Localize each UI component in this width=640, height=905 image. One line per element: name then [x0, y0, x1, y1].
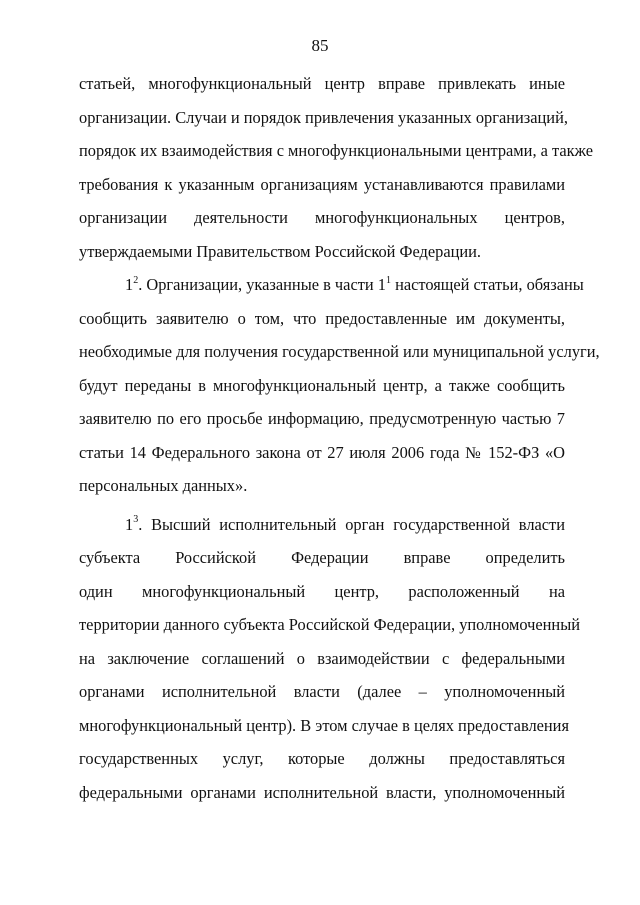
text-line: необходимые для получения государственной или муниципальной услуги, — [79, 342, 600, 361]
reference-superscript: 1 — [385, 274, 391, 286]
paragraph-number-superscript: 2 — [133, 274, 139, 286]
text-line: многофункциональный центр). В этом случае в целях предоставления — [79, 715, 569, 735]
text-line: субъекта Российской Федерации вправе определить — [79, 548, 565, 567]
text-line: утверждаемыми Правительством Российской Федерации. — [79, 241, 482, 261]
text-line: заявителю по его просьбе информацию, предусмотренную частью 7 — [79, 409, 565, 428]
text-line: организации. Случаи и порядок привлечения указанных организаций, — [79, 107, 568, 127]
text-line: территории данного субъекта Российской Федерации, уполномоченный — [79, 615, 580, 634]
text-fragment: . Организации, указанные в части — [138, 275, 378, 294]
text-line: на заключение соглашений о взаимодействии с федеральными — [79, 648, 565, 668]
reference-number: 1 — [377, 275, 386, 294]
text-line: требования к указанным организациям устанавливаются правилами — [79, 174, 565, 194]
text-line: статьи 14 Федерального закона от 27 июля 2006 года № 152-ФЗ «О — [79, 442, 565, 462]
text-line: персональных данных». — [79, 476, 248, 495]
paragraph-first-line — [79, 273, 584, 307]
text-line: статьей, многофункциональный центр вправе привлекать иные — [79, 74, 565, 93]
body-text — [79, 72, 600, 814]
paragraph-number: 1 — [125, 514, 134, 534]
text-line: организации деятельности многофункциональных центров, — [79, 208, 565, 227]
text-line: органами исполнительной власти (далее – уполномоченный — [79, 682, 565, 701]
text-fragment: . Высший исполнительный орган государственной власти — [138, 514, 565, 534]
text-line: будут переданы в многофункциональный центр, а также сообщить — [79, 375, 565, 395]
page-number: 85 — [311, 36, 329, 55]
paragraph-first-line — [79, 513, 565, 547]
text-line: сообщить заявителю о том, что предоставленные им документы, — [79, 308, 565, 328]
text-line: федеральными органами исполнительной власти, уполномоченный — [79, 782, 565, 802]
text-line: государственных услуг, которые должны предоставляться — [79, 749, 565, 768]
text-line: один многофункциональный центр, расположенный на — [79, 581, 565, 601]
text-line: порядок их взаимодействия с многофункциональными центрами, а также — [79, 141, 594, 160]
paragraph-number: 1 — [125, 275, 134, 294]
text-fragment: настоящей статьи, обязаны — [390, 275, 584, 294]
paragraph-number-superscript: 3 — [133, 514, 139, 526]
